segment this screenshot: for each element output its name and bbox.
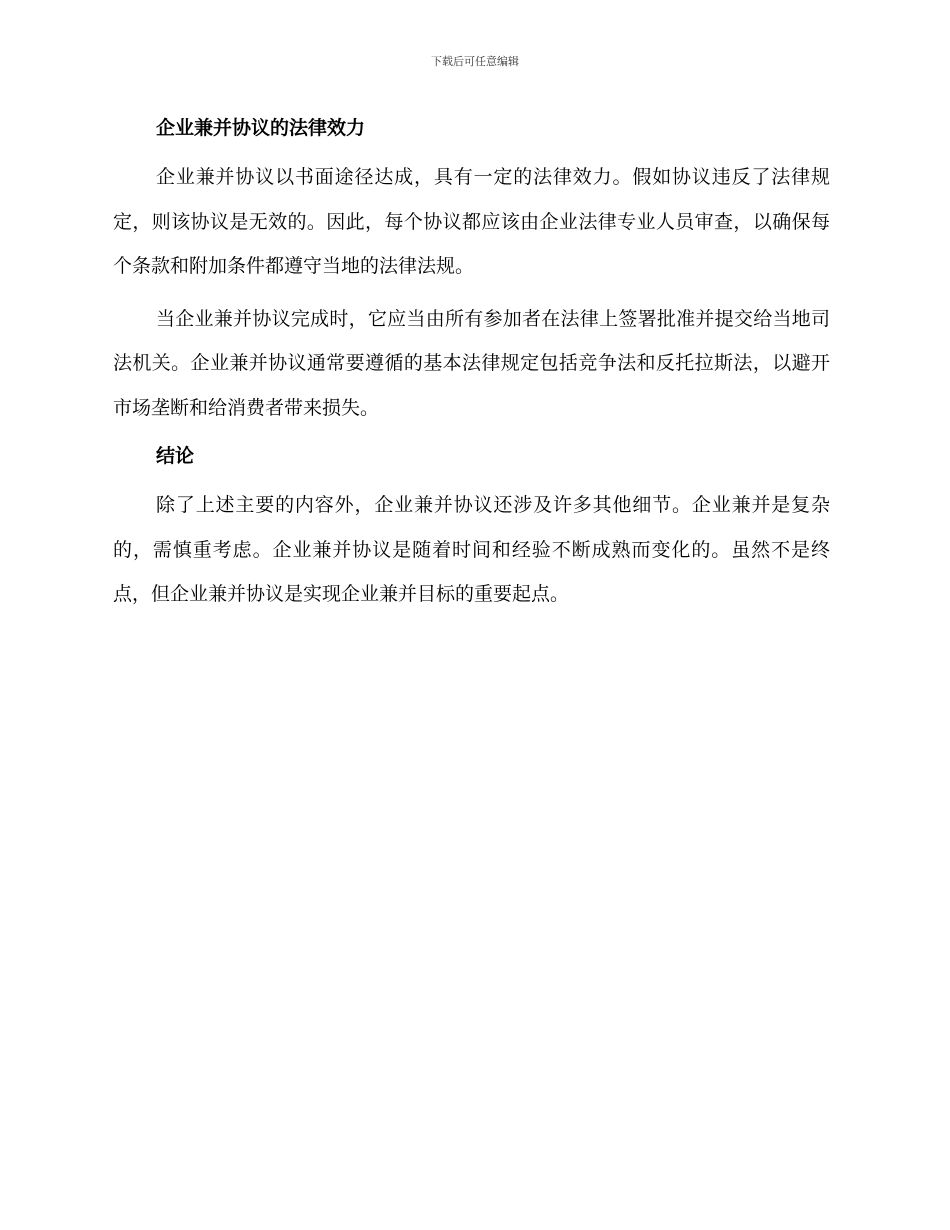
section-heading-conclusion: 结论 [156,445,195,467]
document-body [113,112,830,625]
paragraph: 企业兼并协议以书面途径达成，具有一定的法律效力。假如协议违反了法律规定，则该协议是无效的。因此，每个协议都应该由企业法律专业人员审查，以确保每个条款和附加条件都遵守当地的法律法规。 [113,166,830,277]
paragraph: 当企业兼并协议完成时，它应当由所有参加者在法律上签署批准并提交给当地司法机关。企业兼并协议通常要遵循的基本法律规定包括竞争法和反托拉斯法，以避开市场垄断和给消费者带来损失。 [113,307,830,419]
section-heading-legal-effect: 企业兼并协议的法律效力 [156,117,366,139]
page-header: 下载后可任意编辑 [431,55,519,68]
paragraph: 除了上述主要的内容外，企业兼并协议还涉及许多其他细节。企业兼并是复杂的，需慎重考虑。企业兼并协议是随着时间和经验不断成熟而变化的。虽然不是终点，但企业兼并协议是实现企业兼并目标的重要起点。 [113,494,830,605]
